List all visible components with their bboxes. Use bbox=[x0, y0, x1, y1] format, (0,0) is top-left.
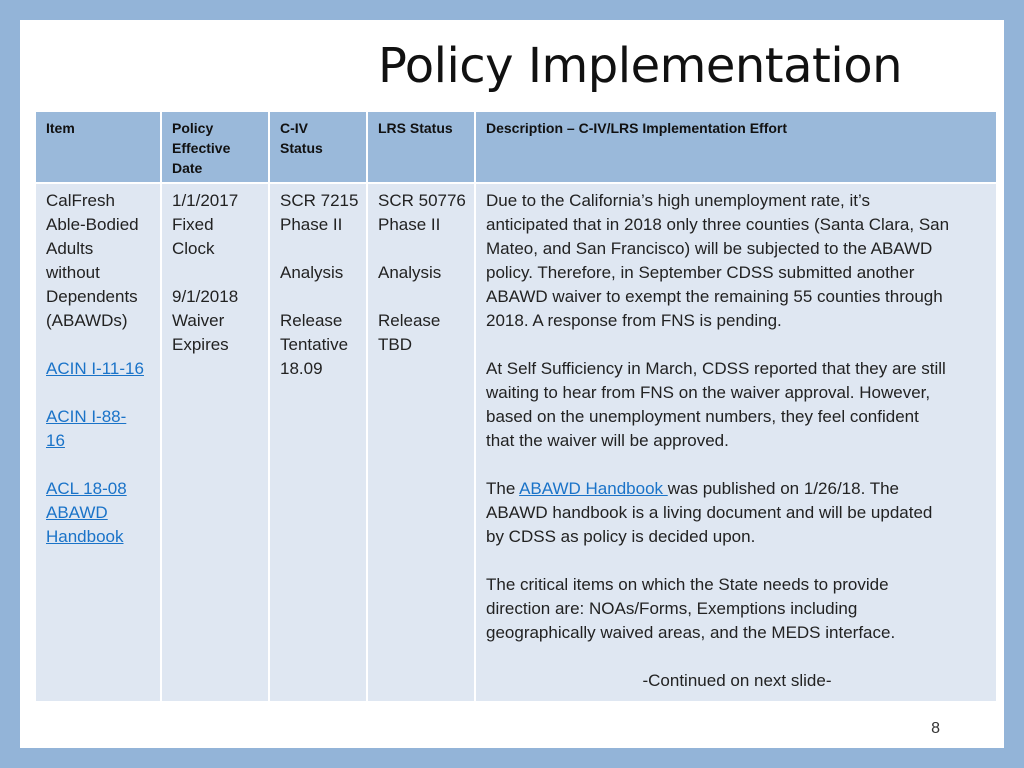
lrs-status-text: Release bbox=[378, 311, 441, 330]
header-policy-line: Policy bbox=[172, 120, 214, 136]
acl-link-text: ACL 18-08 bbox=[46, 479, 127, 498]
header-description-label: Description – C-IV/LRS Implementation Effort bbox=[486, 120, 788, 136]
header-civ-line: C-IV bbox=[280, 120, 308, 136]
description-text: was published on 1/26/18. The bbox=[667, 479, 900, 498]
lrs-status-text: Phase II bbox=[378, 215, 441, 234]
description-text: At Self Sufficiency in March, CDSS reported that they are still bbox=[486, 359, 946, 378]
civ-status-text: 18.09 bbox=[280, 359, 323, 378]
civ-status-text: Analysis bbox=[280, 263, 344, 282]
acl-link-text: Handbook bbox=[46, 527, 124, 546]
description-text: by CDSS as policy is decided upon. bbox=[486, 527, 756, 546]
cell-policy-effective-date bbox=[162, 184, 268, 701]
page-title: Policy Implementation bbox=[378, 38, 902, 94]
cell-lrs-status bbox=[368, 184, 474, 701]
description-text: anticipated that in 2018 only three counties (Santa Clara, San bbox=[486, 215, 950, 234]
description-text: ABAWD waiver to exempt the remaining 55 counties through bbox=[486, 287, 943, 306]
acl-link-text: ABAWD bbox=[46, 503, 108, 522]
description-text: geographically waived areas, and the MEDS interface. bbox=[486, 623, 896, 642]
lrs-status-text: Analysis bbox=[378, 263, 442, 282]
header-civ-line: Status bbox=[280, 140, 323, 156]
header-lrs-label: LRS Status bbox=[378, 120, 453, 136]
lrs-status-text: TBD bbox=[378, 335, 412, 354]
acin-i-88-16-link-text: ACIN I-88- bbox=[46, 407, 127, 426]
civ-status-text: Tentative bbox=[280, 335, 349, 354]
item-text: Able-Bodied bbox=[46, 215, 139, 234]
header-civ-status bbox=[270, 112, 366, 182]
acin-i-11-16-link[interactable]: ACIN I-11-16 bbox=[46, 359, 144, 378]
header-policy-effective-date bbox=[162, 112, 268, 182]
header-item-label: Item bbox=[46, 120, 75, 136]
table-header-row bbox=[36, 112, 996, 182]
description-handbook-line bbox=[486, 477, 988, 501]
item-text: without bbox=[46, 263, 100, 282]
description-text: policy. Therefore, in September CDSS submitted another bbox=[486, 263, 915, 282]
civ-status-text: SCR 7215 bbox=[280, 191, 359, 210]
description-text: based on the unemployment numbers, they feel confident bbox=[486, 407, 919, 426]
acl-18-08-handbook-link[interactable] bbox=[46, 477, 154, 549]
description-text: 2018. A response from FNS is pending. bbox=[486, 311, 782, 330]
abawd-handbook-link[interactable]: ABAWD Handbook bbox=[519, 479, 668, 498]
header-lrs-status bbox=[368, 112, 474, 182]
policy-date-text: Clock bbox=[172, 239, 215, 258]
civ-status-text: Phase II bbox=[280, 215, 343, 234]
cell-description bbox=[476, 184, 996, 701]
acin-i-88-16-link[interactable] bbox=[46, 405, 154, 453]
header-policy-line: Date bbox=[172, 160, 203, 176]
continued-note: -Continued on next slide- bbox=[642, 671, 832, 690]
cell-item bbox=[36, 184, 160, 701]
cell-civ-status bbox=[270, 184, 366, 701]
policy-table bbox=[34, 110, 998, 703]
item-text: CalFresh bbox=[46, 191, 115, 210]
header-description bbox=[476, 112, 996, 182]
description-text: The critical items on which the State needs to provide bbox=[486, 575, 889, 594]
civ-status-text: Release bbox=[280, 311, 343, 330]
table-row bbox=[36, 184, 996, 701]
description-text: waiting to hear from FNS on the waiver approval. However, bbox=[486, 383, 931, 402]
policy-date-text: Expires bbox=[172, 335, 229, 354]
description-text: Due to the California’s high unemployment rate, it’s bbox=[486, 191, 870, 210]
acin-i-88-16-link-text: 16 bbox=[46, 431, 65, 450]
header-policy-line: Effective bbox=[172, 140, 231, 156]
policy-date-text: Fixed bbox=[172, 215, 214, 234]
header-item bbox=[36, 112, 160, 182]
description-text: direction are: NOAs/Forms, Exemptions including bbox=[486, 599, 858, 618]
description-text: Mateo, and San Francisco) will be subjected to the ABAWD bbox=[486, 239, 933, 258]
description-text: ABAWD handbook is a living document and will be updated bbox=[486, 503, 933, 522]
lrs-status-text: SCR 50776 bbox=[378, 191, 466, 210]
item-text: (ABAWDs) bbox=[46, 311, 128, 330]
item-text: Dependents bbox=[46, 287, 138, 306]
item-text: Adults bbox=[46, 239, 94, 258]
slide bbox=[20, 20, 1004, 748]
description-text: The bbox=[486, 479, 520, 498]
policy-date-text: 9/1/2018 bbox=[172, 287, 239, 306]
page-number: 8 bbox=[931, 720, 940, 737]
policy-date-text: 1/1/2017 bbox=[172, 191, 239, 210]
policy-date-text: Waiver bbox=[172, 311, 225, 330]
description-text: that the waiver will be approved. bbox=[486, 431, 729, 450]
